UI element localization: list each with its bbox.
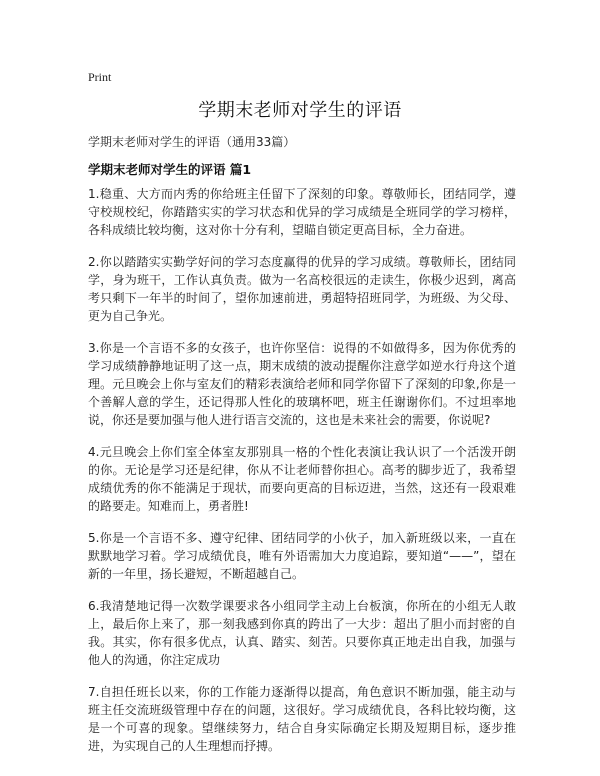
page-title: 学期末老师对学生的评语 <box>198 100 402 121</box>
print-link[interactable]: Print <box>88 70 112 84</box>
comment-paragraph-1: 1.稳重、大方而内秀的你给班主任留下了深刻的印象。尊敬师长，团结同学，遵守校规校纪，你踏踏实实的学习状态和优异的学习成绩是全班同学的学习榜样，各科成绩比较均衡，这对你十分有利，望瞄自锁定更高目标，全力奋进。 <box>88 187 516 237</box>
document-subtitle: 学期末老师对学生的评语（通用33篇） <box>88 135 296 149</box>
comment-paragraph-5: 5.你是一个言语不多、遵守纪律、团结同学的小伙子，加入新班级以来，一直在默默地学习着。学习成绩优良，唯有外语需加大力度追踪，要知道“——”，望在新的一年里，扬长避短，不断超越自己。 <box>88 531 516 581</box>
comments-content <box>88 185 516 769</box>
section-heading: 学期末老师对学生的评语 篇1 <box>88 162 252 177</box>
comment-paragraph-3: 3.你是一个言语不多的女孩子，也许你坚信：说得的不如做得多，因为你优秀的学习成绩静静地证明了这一点，期末成绩的波动提醒你注意学如逆水行舟这个道理。元旦晚会上你与室友们的精彩表演给老师和同学你留下了深刻的印象,你是一个善解人意的学生，还记得那人性化的玻璃杯吧，班主任谢谢你们。不过坦率地说，你还是要加强与他人进行语言交流的，这也是未来社会的需要，你说呢? <box>88 341 516 427</box>
comment-paragraph-6: 6.我清楚地记得一次数学课要求各小组同学主动上台板演，你所在的小组无人敢上，最后你上来了，那一刻我感到你真的跨出了一大步：超出了胆小而封密的自我。其实，你有很多优点，认真、踏实、刻苦。只要你真正地走出自我，加强与他人的沟通，你注定成功 <box>88 599 516 667</box>
comment-paragraph-2: 2.你以踏踏实实勤学好问的学习态度赢得的优异的学习成绩。尊敬师长，团结同学，身为班干，工作认真负责。做为一名高校很远的走读生，你极少迟到，离高考只剩下一年半的时间了，望你加速前进，勇超特招班同学，为班级、为父母、更为自己争光。 <box>88 255 516 323</box>
comment-paragraph-7: 7.自担任班长以来，你的工作能力逐渐得以提高，角色意识不断加强，能主动与班主任交流班级管理中存在的问题，这很好。学习成绩优良，各科比较均衡，这是一个可喜的现象。望继续努力，结合自身实际确定长期及短期目标，逐步推进，为实现自己的人生理想而抒搏。 <box>88 685 516 753</box>
comment-paragraph-4: 4.元旦晚会上你们室全体室友那别具一格的个性化表演让我认识了一个活泼开朗的你。无论是学习还是纪律，你从不让老师替你担心。高考的脚步近了，我希望成绩优秀的你不能满足于现状，而要向更高的目标迈进，当然，这还有一段艰难的路要走。知难而上，勇者胜! <box>88 445 516 513</box>
